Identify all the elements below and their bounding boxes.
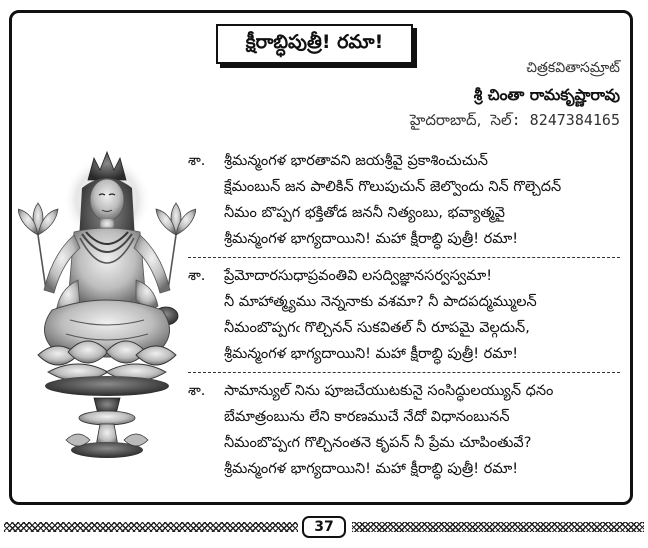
poem-verses [188, 148, 628, 482]
verse-line-text: శ్రీమన్మంగళ భారతావని జయశ్రీవై ప్రకాశించుచున్ [224, 153, 488, 169]
verse-line-text: క్షేమంబున్ జన పాలికిన్ గొలుపుచున్ జెల్వొందు నిన్ గొల్చెదన్ [224, 179, 562, 195]
verse-line [188, 315, 628, 341]
verse-line-text: శ్రీమన్మంగళ భాగ్యదాయిని! మహా క్షీరాబ్ధి పుత్రీ! రమా! [224, 346, 519, 362]
verse-line [188, 200, 628, 226]
verse-line-text: శ్రీమన్మంగళ భాగ్యదాయిని! మహా క్షీరాబ్ధి పుత్రీ! రమా! [224, 461, 519, 477]
verse-1 [188, 148, 628, 252]
page-number: 37 [302, 516, 346, 538]
verse-line-text: ప్రేమోదారసుధాప్రవంతివి లసద్విజ్ఞానసర్వస్వమా! [224, 268, 493, 284]
verse-line [188, 378, 628, 404]
verse-3 [188, 378, 628, 482]
verse-line [188, 456, 628, 482]
verse-line-text: నీమంబొప్పఁగ గొల్చినంతనె కృపన్ నీ ప్రేమ చూపింతువే? [224, 435, 532, 451]
verse-divider [188, 257, 620, 258]
verse-line-text: బేమాత్రంబును లేని కారణముచే నేదో విధానంబునన్ [224, 409, 510, 425]
verse-line-text: నీ మాహాత్మ్యము నెన్ననాకు వశమా? నీ పాదపద్మమ్ములన్ [224, 294, 537, 310]
author-phone: సెల్: 8247384165 [490, 111, 620, 129]
verse-line [188, 404, 628, 430]
verse-meter-marker: శా. [188, 268, 206, 284]
author-place: హైదరాబాద్, [409, 111, 482, 129]
verse-line [188, 148, 628, 174]
article-title-text: క్షీరాబ్ధిపుత్రీ! రమా! [245, 30, 384, 53]
verse-line [188, 341, 628, 367]
verse-meter-marker: శా. [188, 153, 206, 169]
verse-line-text: నీమంబొప్పగఁ గొల్చినన్ సుకవితల్ నీ రూపమై వెల్గదున్, [224, 320, 530, 336]
verse-line [188, 174, 628, 200]
verse-line [188, 263, 628, 289]
verse-line [188, 226, 628, 252]
page-footer [0, 516, 648, 546]
author-contact [410, 111, 620, 133]
verse-line [188, 289, 628, 315]
footer-ornament-left [4, 522, 298, 532]
verse-line [188, 430, 628, 456]
verse-line-text: నీమం బొప్పగ భక్తితోడ జననీ నిత్యంబు, భవ్యాత్మవై [224, 205, 505, 221]
verse-2 [188, 263, 628, 367]
author-category: చిత్రకవితాసమ్రాట్ [526, 60, 620, 76]
verse-divider [188, 372, 620, 373]
verse-line-text: సామాన్యుల్ నిను పూజచేయుటకునై సంసిద్ధులయ్యున్ ధనం [224, 383, 554, 399]
article-title [216, 24, 413, 64]
verse-meter-marker: శా. [188, 383, 206, 399]
goddess-lakshmi-illustration [18, 140, 196, 470]
verse-line-text: శ్రీమన్మంగళ భాగ్యదాయిని! మహా క్షీరాబ్ధి పుత్రీ! రమా! [224, 231, 519, 247]
author-name: శ్రీ చింతా రామకృష్ణారావు [473, 86, 620, 104]
footer-ornament-right [352, 522, 644, 532]
